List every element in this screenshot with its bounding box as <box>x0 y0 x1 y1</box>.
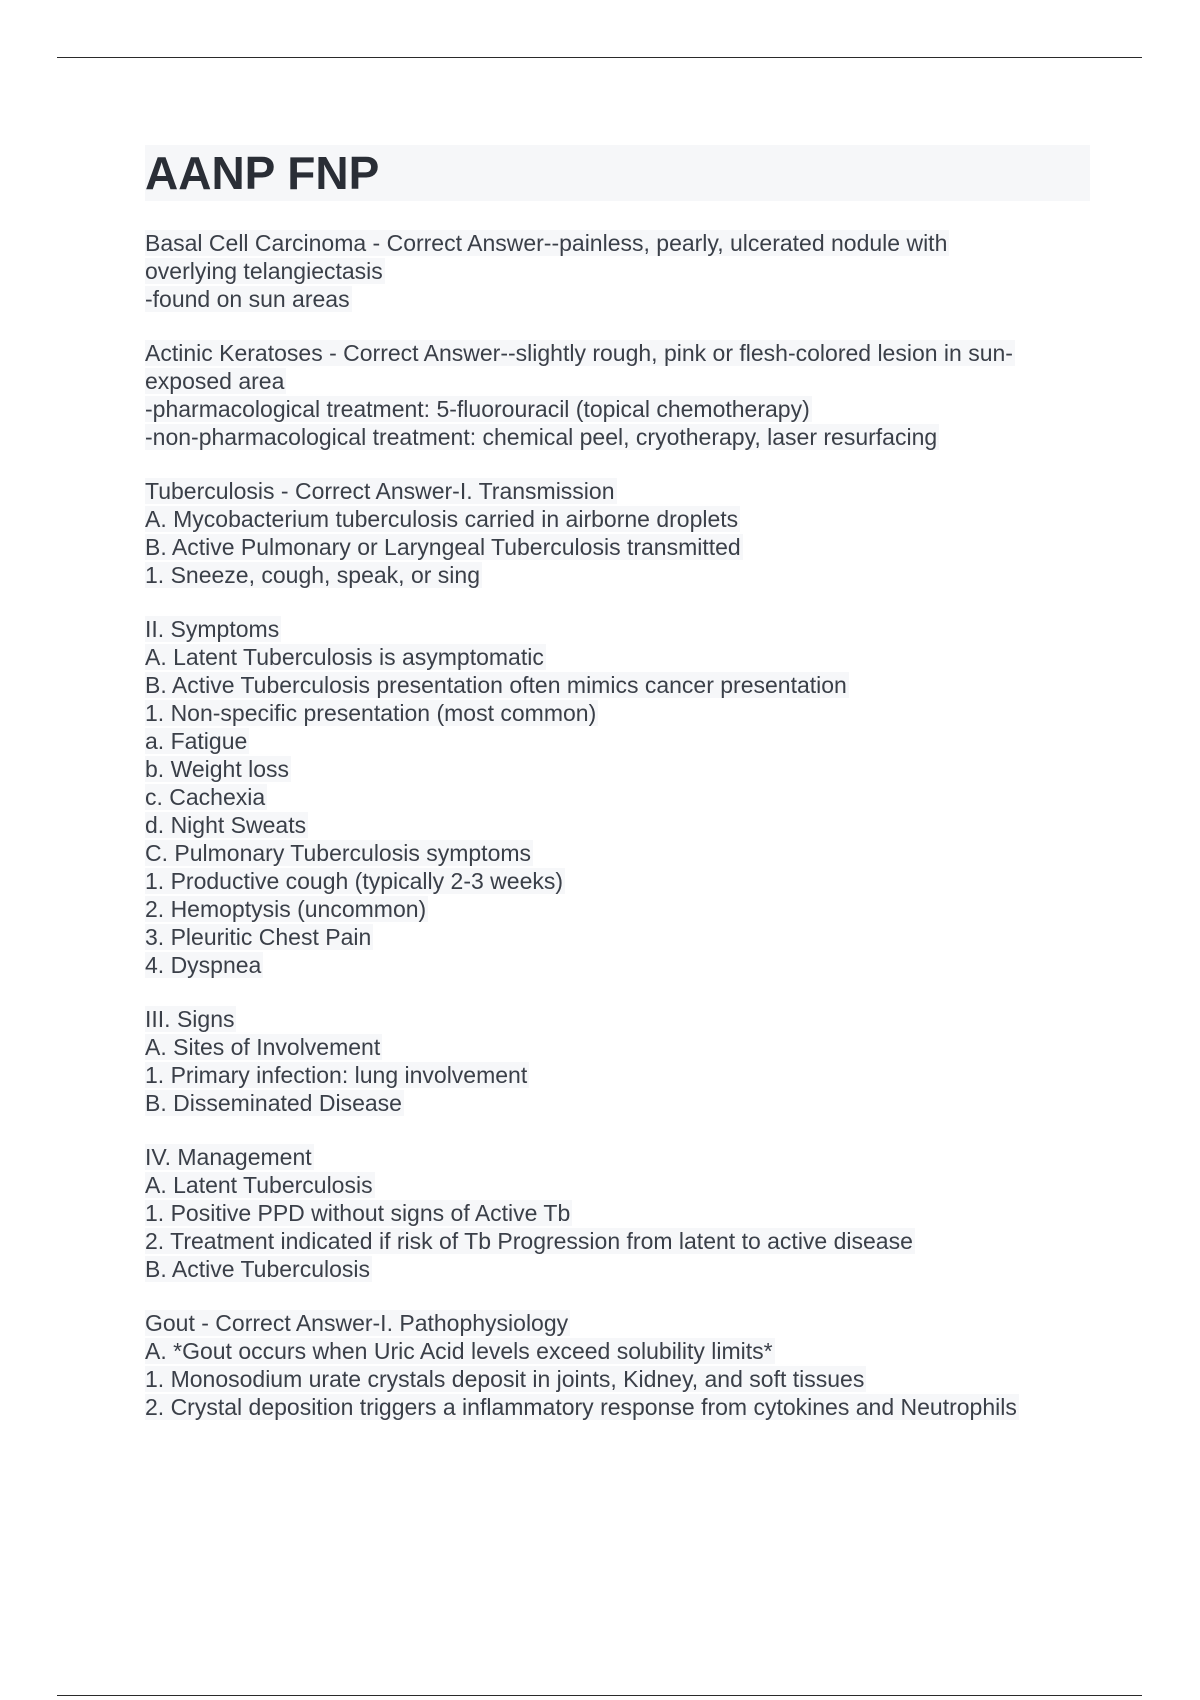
entry-line <box>145 923 1090 951</box>
entry-line <box>145 699 1090 727</box>
entry-line <box>145 951 1090 979</box>
entry-line <box>145 505 1090 533</box>
entry-line-text: -found on sun areas <box>145 286 350 312</box>
flashcard-entry <box>145 1309 1090 1421</box>
entry-line <box>145 1309 1090 1337</box>
entry-line-text: 2. Treatment indicated if risk of Tb Progression from latent to active disease <box>145 1228 913 1254</box>
top-rule <box>57 57 1142 58</box>
entry-line <box>145 811 1090 839</box>
entry-line <box>145 727 1090 755</box>
entry-line <box>145 229 1090 257</box>
flashcard-entry <box>145 229 1090 313</box>
entry-line <box>145 895 1090 923</box>
entry-line <box>145 783 1090 811</box>
entry-line-text: 1. Positive PPD without signs of Active Tb <box>145 1200 571 1226</box>
entry-line <box>145 1089 1090 1117</box>
entry-line-text: 3. Pleuritic Chest Pain <box>145 924 372 950</box>
entry-line-text: Basal Cell Carcinoma - Correct Answer--painless, pearly, ulcerated nodule with <box>145 230 948 256</box>
entry-line-text: II. Symptoms <box>145 616 280 642</box>
entry-line <box>145 615 1090 643</box>
flashcard-entry <box>145 1005 1090 1117</box>
entry-line <box>145 561 1090 589</box>
entry-line-text: 1. Monosodium urate crystals deposit in joints, Kidney, and soft tissues <box>145 1366 865 1392</box>
entry-line <box>145 1255 1090 1283</box>
entry-line <box>145 423 1090 451</box>
entry-line <box>145 867 1090 895</box>
entry-line <box>145 1005 1090 1033</box>
entry-line <box>145 839 1090 867</box>
entry-line-text: B. Active Pulmonary or Laryngeal Tuberculosis transmitted <box>145 534 741 560</box>
entry-line <box>145 1061 1090 1089</box>
entry-line <box>145 395 1090 423</box>
entry-line-text: Actinic Keratoses - Correct Answer--slightly rough, pink or flesh-colored lesion in sun- <box>145 340 1013 366</box>
flashcard-entry <box>145 1143 1090 1283</box>
entry-line <box>145 285 1090 313</box>
entry-line <box>145 1199 1090 1227</box>
entry-line <box>145 477 1090 505</box>
entry-line <box>145 1143 1090 1171</box>
entry-line-text: 4. Dyspnea <box>145 952 262 978</box>
entry-line-text: c. Cachexia <box>145 784 266 810</box>
entry-line-text: 2. Crystal deposition triggers a inflammatory response from cytokines and Neutrophils <box>145 1394 1017 1420</box>
entry-line <box>145 1171 1090 1199</box>
flashcard-entry <box>145 339 1090 451</box>
entry-line <box>145 367 1090 395</box>
entry-line <box>145 643 1090 671</box>
entry-line-text: overlying telangiectasis <box>145 258 383 284</box>
entry-line-text: B. Disseminated Disease <box>145 1090 402 1116</box>
entry-line-text: -pharmacological treatment: 5-fluorouracil (topical chemotherapy) <box>145 396 810 422</box>
entry-line <box>145 1393 1090 1421</box>
entry-line <box>145 755 1090 783</box>
entry-list <box>145 229 1090 1421</box>
entry-line-text: A. *Gout occurs when Uric Acid levels exceed solubility limits* <box>145 1338 773 1364</box>
entry-line-text: Gout - Correct Answer-I. Pathophysiology <box>145 1310 569 1336</box>
entry-line <box>145 1033 1090 1061</box>
flashcard-entry <box>145 615 1090 979</box>
entry-line-text: 1. Sneeze, cough, speak, or sing <box>145 562 480 588</box>
document-body <box>145 145 1090 1447</box>
entry-line <box>145 671 1090 699</box>
entry-line <box>145 1337 1090 1365</box>
entry-line-text: C. Pulmonary Tuberculosis symptoms <box>145 840 532 866</box>
entry-line-text: A. Mycobacterium tuberculosis carried in airborne droplets <box>145 506 739 532</box>
entry-line-text: b. Weight loss <box>145 756 290 782</box>
entry-line-text: exposed area <box>145 368 285 394</box>
entry-line-text: 1. Non-specific presentation (most common) <box>145 700 597 726</box>
entry-line-text: Tuberculosis - Correct Answer-I. Transmission <box>145 478 615 504</box>
page-title: AANP FNP <box>145 145 1090 201</box>
entry-line-text: A. Sites of Involvement <box>145 1034 381 1060</box>
entry-line-text: A. Latent Tuberculosis is asymptomatic <box>145 644 544 670</box>
bottom-rule <box>57 1695 1142 1696</box>
flashcard-entry <box>145 477 1090 589</box>
entry-line-text: -non-pharmacological treatment: chemical peel, cryotherapy, laser resurfacing <box>145 424 938 450</box>
entry-line-text: d. Night Sweats <box>145 812 307 838</box>
entry-line-text: IV. Management <box>145 1144 312 1170</box>
entry-line-text: III. Signs <box>145 1006 235 1032</box>
entry-line-text: 2. Hemoptysis (uncommon) <box>145 896 427 922</box>
entry-line-text: a. Fatigue <box>145 728 248 754</box>
entry-line-text: A. Latent Tuberculosis <box>145 1172 373 1198</box>
entry-line <box>145 1227 1090 1255</box>
entry-line <box>145 1365 1090 1393</box>
entry-line-text: 1. Primary infection: lung involvement <box>145 1062 528 1088</box>
entry-line <box>145 339 1090 367</box>
entry-line <box>145 257 1090 285</box>
entry-line-text: B. Active Tuberculosis presentation often mimics cancer presentation <box>145 672 847 698</box>
entry-line-text: 1. Productive cough (typically 2-3 weeks) <box>145 868 564 894</box>
entry-line <box>145 533 1090 561</box>
entry-line-text: B. Active Tuberculosis <box>145 1256 370 1282</box>
